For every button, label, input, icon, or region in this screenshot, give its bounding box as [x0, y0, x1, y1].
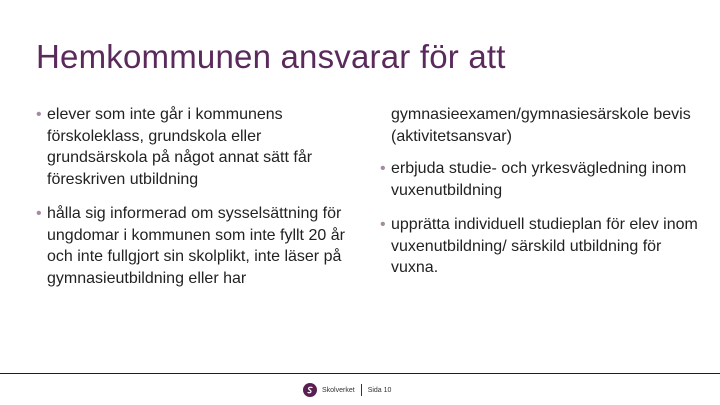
bullet-item: [380, 158, 710, 201]
footer-separator: [361, 384, 362, 396]
footer-divider: [0, 373, 720, 374]
footer: [303, 380, 391, 400]
bullet-text: upprätta individuell studieplan för elev inom vuxenutbildning/ särskild utbildning för vuxna.: [391, 216, 698, 276]
bullet-icon: •: [380, 216, 386, 233]
slide-title: Hemkommunen ansvarar för att: [36, 38, 506, 75]
bullet-item: [36, 203, 366, 289]
bullet-item: [380, 214, 710, 279]
bullet-text: elever som inte går i kommunens förskoleklass, grundskola eller grundsärskola på något annat sätt får föreskriven utbildning: [47, 106, 313, 188]
bullet-item: [36, 104, 366, 190]
page-number: Sida 10: [367, 386, 392, 394]
bullet-icon: •: [36, 106, 42, 123]
right-column: [380, 104, 710, 292]
bullet-icon: •: [380, 160, 386, 177]
bullet-text: erbjuda studie- och yrkesvägledning inom vuxenutbildning: [391, 160, 687, 199]
left-column: [36, 104, 366, 302]
bullet-text: hålla sig informerad om sysselsättning för ungdomar i kommunen som inte fyllt 20 år och inte fullgjort sin skolplikt, inte läser på gymnasieutbildning eller har: [47, 205, 345, 287]
skolverket-logo-icon: [303, 383, 317, 397]
bullet-icon: •: [36, 205, 42, 222]
org-name: Skolverket: [322, 386, 355, 394]
bullet-text: gymnasieexamen/gymnasiesärskole bevis (aktivitetsansvar): [391, 106, 691, 145]
bullet-continuation: [380, 104, 710, 147]
